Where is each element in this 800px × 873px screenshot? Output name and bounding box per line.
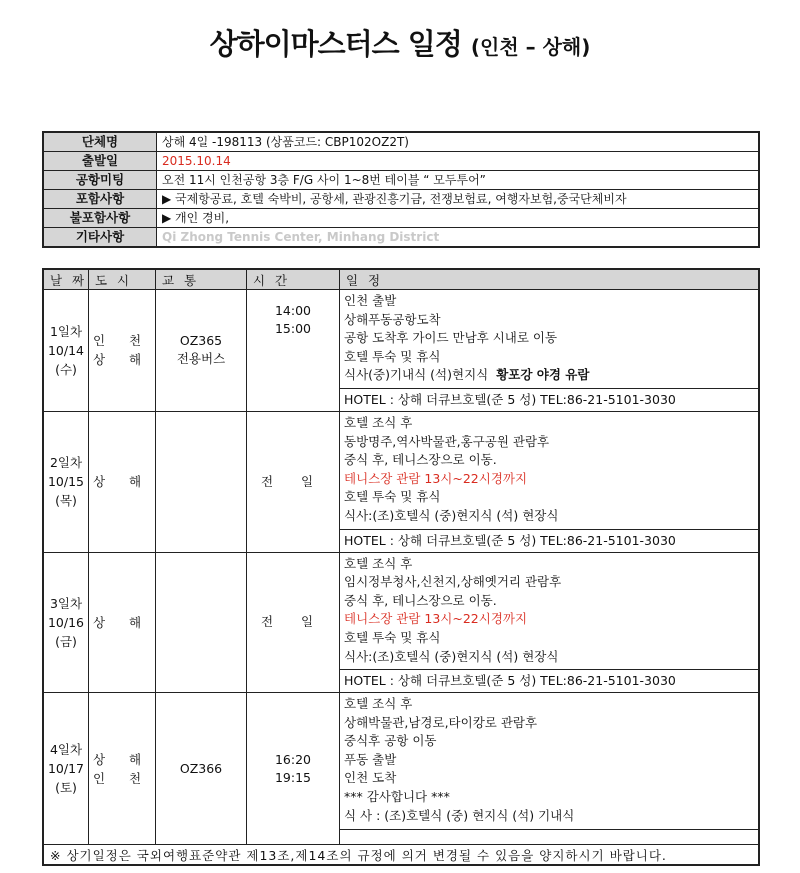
day-cell: 4일차 10/17 (토) — [43, 693, 89, 845]
info-row-group-name — [43, 132, 759, 152]
plan-lines: 호텔 조식 후 동방명주,역사박물관,홍구공원 관람후 중식 후, 테니스장으로 이동. 테니스장 관람 13시~22시경까지 호텔 투숙 및 휴식 식사:(조)호텔식 (중)현지식 (석) 현장식 — [340, 412, 758, 526]
info-value: 상해 4일 -198113 (상품코드: CBP102OZ2T) — [157, 132, 760, 152]
tennis-schedule-note: 테니스장 관람 13시~22시경까지 — [344, 611, 528, 627]
header-plan: 일 정 — [340, 269, 760, 290]
time-cell: 14:00 15:00 — [247, 290, 340, 412]
itinerary-row-day4 — [43, 693, 759, 845]
plan-cell — [340, 693, 760, 845]
hotel-info: HOTEL : 상해 더큐브호텔(준 5 성) TEL:86-21-5101-3030 — [340, 388, 758, 411]
info-label: 출발일 — [43, 152, 157, 171]
title-main: 상하이마스터스 일정 — [209, 27, 462, 61]
itinerary-row-day3 — [43, 552, 759, 693]
info-label: 불포함사항 — [43, 209, 157, 228]
info-label: 공항미팅 — [43, 171, 157, 190]
notice-row — [43, 845, 759, 866]
itinerary-table — [42, 268, 760, 866]
info-row-other — [43, 228, 759, 248]
itinerary-row-day1 — [43, 290, 759, 412]
transport-cell: OZ365 전용버스 — [156, 290, 247, 412]
info-value: ▶ 국제항공료, 호텔 숙박비, 공항세, 관광진흥기금, 전쟁보험료, 여행자보험,중국단체비자 — [157, 190, 760, 209]
plan-lines: 호텔 조식 후 임시정부청사,신천지,상해옛거리 관람후 중식 후, 테니스장으로 이동. 테니스장 관람 13시~22시경까지 호텔 투숙 및 휴식 식사:(조)호텔식 (중)현지식 (석) 현장식 — [340, 553, 758, 667]
time-cell: 전 일 — [247, 411, 340, 552]
plan-lines: 인천 출발 상해푸동공항도착 공항 도착후 가이드 만남후 시내로 이동 호텔 투숙 및 휴식 식사(중)기내식 (석)현지식 황포강 야경 유람 — [340, 290, 758, 385]
group-info-table — [42, 131, 760, 248]
info-label: 기타사항 — [43, 228, 157, 248]
header-transport: 교 통 — [156, 269, 247, 290]
meal-line: 식사(중)기내식 (석)현지식 황포강 야경 유람 — [344, 367, 590, 383]
transport-cell — [156, 411, 247, 552]
night-cruise-highlight: 황포강 야경 유람 — [496, 367, 590, 383]
info-row-included — [43, 190, 759, 209]
info-row-departure — [43, 152, 759, 171]
info-label: 단체명 — [43, 132, 157, 152]
day-cell: 1일차 10/14 (수) — [43, 290, 89, 412]
header-day: 날 짜 — [43, 269, 89, 290]
header-city: 도 시 — [89, 269, 156, 290]
time-cell: 16:20 19:15 — [247, 693, 340, 845]
city-cell: 상 해 — [89, 411, 156, 552]
day-cell: 2일차 10/15 (목) — [43, 411, 89, 552]
day-cell: 3일차 10/16 (금) — [43, 552, 89, 693]
info-value: ▶ 개인 경비, — [157, 209, 760, 228]
plan-lines: 호텔 조식 후 상해박물관,남경로,타이캉로 관람후 중식후 공항 이동 푸동 출발 인천 도착 *** 감사합니다 *** 식 사 : (조)호텔식 (중) 현지식 (석) 기내식 — [344, 696, 575, 823]
itinerary-notice: ※ 상기일정은 국외여행표준약관 제13조,제14조의 규정에 의거 변경될 수 있음을 양지하시기 바랍니다. — [43, 845, 759, 866]
page-title — [0, 22, 800, 63]
itinerary-row-day2 — [43, 411, 759, 552]
tennis-schedule-note: 테니스장 관람 13시~22시경까지 — [344, 470, 528, 486]
info-row-airport-meeting — [43, 171, 759, 190]
plan-cell — [340, 411, 760, 552]
city-cell: 상 해 — [89, 552, 156, 693]
hotel-info: HOTEL : 상해 더큐브호텔(준 5 성) TEL:86-21-5101-3030 — [340, 529, 758, 552]
title-route: (인천 – 상해) — [470, 35, 591, 59]
city-cell: 인 천 상 해 — [89, 290, 156, 412]
departure-date: 2015.10.14 — [157, 152, 760, 171]
info-row-excluded — [43, 209, 759, 228]
empty-hotel-slot — [340, 829, 758, 844]
info-value: 오전 11시 인천공항 3층 F/G 사이 1~8번 테이블 “ 모두투어” — [157, 171, 760, 190]
transport-cell — [156, 552, 247, 693]
hotel-info: HOTEL : 상해 더큐브호텔(준 5 성) TEL:86-21-5101-3030 — [340, 669, 758, 692]
plan-cell — [340, 552, 760, 693]
plan-cell — [340, 290, 760, 412]
info-value: Qi Zhong Tennis Center, Minhang District — [157, 228, 760, 248]
info-label: 포함사항 — [43, 190, 157, 209]
transport-cell: OZ366 — [156, 693, 247, 845]
header-time: 시 간 — [247, 269, 340, 290]
city-cell: 상 해 인 천 — [89, 693, 156, 845]
time-cell: 전 일 — [247, 552, 340, 693]
itinerary-header-row — [43, 269, 759, 290]
